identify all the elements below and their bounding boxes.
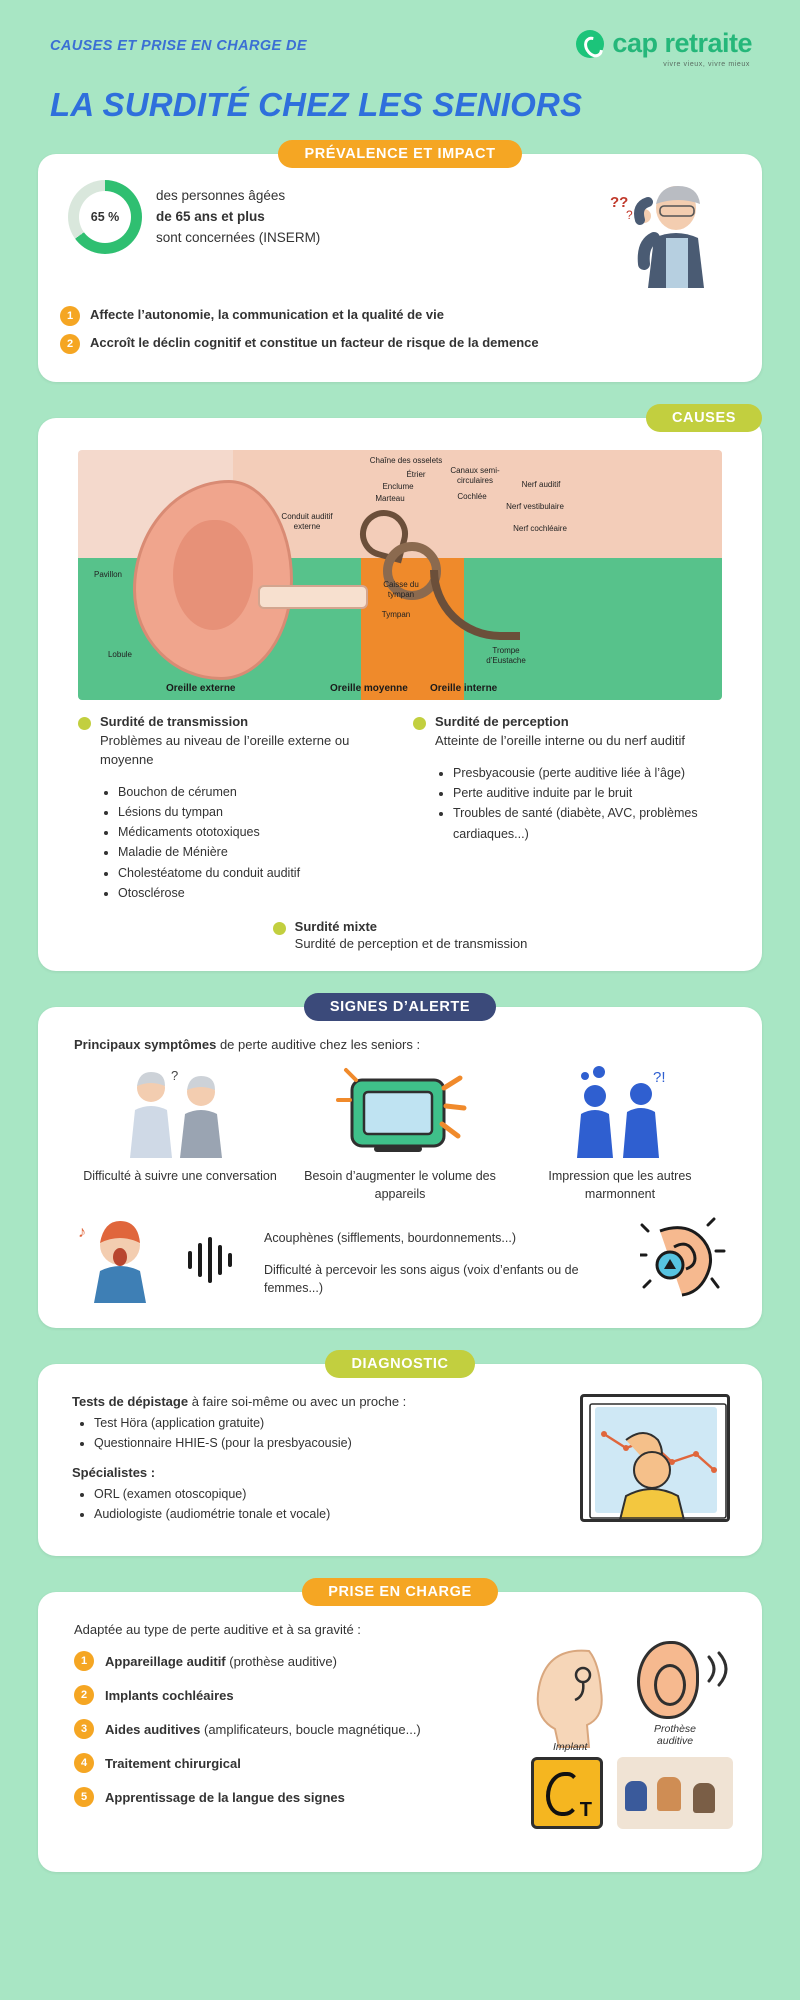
signe-item (518, 1066, 723, 1203)
ear-canal-icon (258, 585, 368, 609)
soundwave-icon (184, 1235, 254, 1290)
diagnostic-card (38, 1364, 762, 1556)
section-causes (38, 404, 762, 971)
list-item: • Lésions du tympan (118, 802, 387, 822)
signes-lead-bold: Principaux symptômes (74, 1037, 217, 1053)
impact-text: Accroît le déclin cognitif et constitue un facteur de risque de la demence (90, 335, 539, 350)
pec-number: 5 (74, 1787, 94, 1807)
list-item: • Presbyacousie (perte auditive liée à l’âge) (453, 763, 722, 783)
pec-text (105, 1756, 241, 1771)
cap-retraite-mark-icon (576, 30, 604, 58)
label-ear-canal: Conduit auditif externe (281, 512, 333, 531)
label-vestibular-nerve: Nerf vestibulaire (506, 502, 564, 511)
tv-icon (298, 1066, 503, 1158)
pinna-inner-icon (173, 520, 253, 630)
cause-mixte (60, 919, 740, 951)
badge-causes: CAUSES (646, 404, 762, 432)
signes-lead (60, 1033, 740, 1052)
signe-caption: Difficulté à suivre une conversation (83, 1169, 277, 1184)
impact-item (60, 334, 740, 354)
section-prise-en-charge (38, 1578, 762, 1872)
logo-wordmark: cap retraite (612, 28, 752, 58)
list-item: • Audiologiste (audiométrie tonale et vocale) (94, 1504, 564, 1524)
cause-subtitle: Surdité de perception et de transmission (294, 936, 528, 952)
section-signes (38, 993, 762, 1328)
pec-text-rest: (prothèse auditive) (225, 1653, 337, 1669)
badge-signes: SIGNES D’ALERTE (304, 993, 496, 1021)
pec-text-bold: Aides auditives (105, 1721, 201, 1737)
prise-en-charge-card (38, 1592, 762, 1872)
t-coil-sign-icon (531, 1757, 603, 1829)
cause-heading (78, 714, 387, 730)
pec-number: 2 (74, 1685, 94, 1705)
pec-item (74, 1685, 515, 1705)
pec-item (74, 1787, 515, 1807)
tests-heading (72, 1394, 564, 1409)
pec-item (74, 1753, 515, 1773)
two-seniors-icon (78, 1066, 283, 1158)
label-auditory-nerve: Nerf auditif (521, 480, 561, 489)
section-diagnostic (38, 1350, 762, 1556)
logo-tagline: vivre vieux, vivre mieux (663, 61, 750, 68)
pec-text (105, 1722, 421, 1737)
cause-mixte-inner (273, 919, 528, 951)
label-stapes: Étrier (406, 470, 426, 479)
badge-prise-en-charge: PRISE EN CHARGE (302, 1578, 498, 1606)
list-item: • ORL (examen otoscopique) (94, 1484, 564, 1504)
prevalence-lead (156, 180, 320, 249)
prevalence-lead-line3: sont concernées (INSERM) (156, 229, 321, 245)
bullet-dot-icon (273, 922, 286, 935)
cause-column-perception (413, 714, 722, 903)
tests-list (94, 1413, 564, 1453)
woman-singing-icon (74, 1217, 174, 1308)
label-incus: Enclume (382, 482, 414, 491)
figure-icon (657, 1777, 681, 1811)
pec-text-bold: Traitement chirurgical (105, 1755, 241, 1771)
donut-value: 65 % (79, 191, 131, 243)
specialists-heading: Spécialistes : (72, 1465, 156, 1481)
page-header (38, 0, 762, 68)
badge-prevalence: PRÉVALENCE ET IMPACT (278, 140, 521, 168)
signes-row-2 (60, 1203, 740, 1308)
cause-title: Surdité de transmission (100, 714, 249, 729)
pec-text (105, 1654, 337, 1669)
cause-bullets (453, 763, 722, 844)
signes-card (38, 1007, 762, 1328)
list-item: • Maladie de Ménière (118, 842, 387, 862)
cochlear-implant-icon (525, 1641, 625, 1749)
signe-caption-acouphenes: Acouphènes (sifflements, bourdonnements...) (264, 1230, 516, 1245)
pec-text (105, 1688, 234, 1703)
hearing-aid-ear-icon (637, 1641, 699, 1719)
signe-caption: Impression que les autres marmonnent (548, 1169, 692, 1201)
label-tympanic-cavity: Caisse du tympan (383, 580, 419, 599)
label-lobule: Lobule (107, 650, 133, 659)
pec-number: 1 (74, 1651, 94, 1671)
label-semicircular-canals: Canaux semi-circulaires (450, 466, 500, 485)
list-item: • Bouchon de cérumen (118, 782, 387, 802)
list-item: • Troubles de santé (diabète, AVC, problèmes cardiaques...) (453, 803, 722, 844)
svg-text:♪: ♪ (78, 1224, 86, 1242)
signe-item (78, 1066, 283, 1203)
signe-caption-sons-aigus: Difficulté à percevoir les sons aigus (voix d’enfants ou de femmes...) (264, 1262, 579, 1295)
impact-text: Affecte l’autonomie, la communication et la qualité de vie (90, 307, 444, 322)
label-ossicles: Chaîne des osselets (369, 456, 443, 465)
prevalence-card (38, 154, 762, 382)
caption-prothese: Prothèse auditive (653, 1723, 697, 1748)
prevalence-lead-line1: des personnes âgées (156, 188, 286, 203)
tinnitus-ear-icon (640, 1217, 726, 1308)
pec-text-bold: Apprentissage de la langue des signes (105, 1789, 345, 1805)
bullet-dot-icon (413, 717, 426, 730)
page-title: LA SURDITÉ CHEZ LES SENIORS (50, 86, 583, 123)
cause-subtitle: Atteinte de l’oreille interne ou du nerf auditif (435, 733, 686, 748)
badge-diagnostic: DIAGNOSTIC (325, 1350, 474, 1378)
cause-column-transmission (78, 714, 387, 903)
list-item: • Cholestéatome du conduit auditif (118, 863, 387, 883)
signe-caption: Besoin d’augmenter le volume des appareils (304, 1169, 496, 1201)
causes-card (38, 418, 762, 971)
list-item: • Médicaments ototoxiques (118, 822, 387, 842)
prevalence-donut-chart (68, 180, 142, 254)
pec-number: 3 (74, 1719, 94, 1739)
signes-row-1 (60, 1066, 740, 1203)
pec-number: 4 (74, 1753, 94, 1773)
label-malleus: Marteau (375, 494, 405, 503)
pec-text-bold: Appareillage auditif (105, 1653, 226, 1669)
impact-number: 2 (60, 334, 80, 354)
diagnostic-text (72, 1394, 564, 1536)
audiogram-illustration-icon (580, 1394, 730, 1522)
list-item: • Questionnaire HHIE-S (pour la presbyacousie) (94, 1433, 564, 1453)
prevalence-impact-list (60, 306, 740, 354)
prevalence-lead-line2: de 65 ans et plus (156, 208, 265, 224)
list-item: • Perte auditive induite par le bruit (453, 783, 722, 803)
cause-title: Surdité mixte (294, 919, 378, 935)
zone-label-internal: Oreille interne (430, 683, 498, 694)
pec-item (74, 1719, 515, 1739)
svg-text:?: ? (171, 1068, 179, 1084)
cause-title: Surdité de perception (435, 714, 569, 729)
caption-implant: Implant (553, 1741, 588, 1754)
svg-text:?!: ?! (653, 1069, 666, 1087)
label-cochlea: Cochlée (457, 492, 487, 501)
pec-lead: Adaptée au type de perte auditive et à sa gravité : (74, 1622, 361, 1638)
label-cochlear-nerve: Nerf cochléaire (513, 524, 567, 533)
logo-row (576, 28, 752, 59)
impact-item (60, 306, 740, 326)
sound-lines-icon (701, 1649, 741, 1689)
signe-item (298, 1066, 503, 1203)
cause-heading (413, 714, 722, 730)
ear-anatomy-diagram (78, 450, 722, 700)
tests-heading-rest: à faire soi-même ou avec un proche : (188, 1394, 407, 1410)
pec-illustrations (525, 1637, 740, 1852)
label-eardrum: Tympan (381, 610, 411, 619)
pec-text-bold: Implants cochléaires (105, 1687, 234, 1703)
two-people-icon (518, 1066, 723, 1158)
tests-heading-bold: Tests de dépistage (72, 1394, 189, 1410)
impact-number: 1 (60, 306, 80, 326)
pec-text-rest: (amplificateurs, boucle magnétique...) (200, 1721, 421, 1737)
cause-bullets (118, 782, 387, 904)
brand-logo (576, 28, 752, 68)
question-mark-small-icon: ? (626, 208, 633, 222)
pec-list (60, 1637, 515, 1852)
pec-item (74, 1651, 515, 1671)
specialists-list (94, 1484, 564, 1524)
label-pinna: Pavillon (93, 570, 122, 579)
ear-hook-icon (546, 1772, 580, 1816)
bullet-dot-icon (78, 717, 91, 730)
zone-label-external: Oreille externe (166, 683, 236, 694)
causes-columns (60, 714, 740, 903)
prevalence-top (60, 180, 740, 290)
question-marks-icon: ?? (610, 194, 629, 211)
diagnostic-wrap (60, 1390, 740, 1536)
section-prevalence (38, 140, 762, 382)
label-eustachian-tube: Trompe d’Eustache (486, 646, 526, 665)
cause-subtitle: Problèmes au niveau de l’oreille externe ou moyenne (100, 733, 350, 767)
figure-icon (693, 1783, 715, 1813)
signes-lead-rest: de perte auditive chez les seniors : (216, 1037, 421, 1053)
sign-language-class-icon (617, 1757, 733, 1829)
senior-illustration (610, 180, 730, 290)
page-kicker: CAUSES ET PRISE EN CHARGE DE (50, 38, 307, 54)
t-letter: T (579, 1799, 592, 1822)
list-item: • Otosclérose (118, 883, 387, 903)
pec-body (60, 1637, 740, 1852)
zone-label-middle: Oreille moyenne (330, 683, 408, 694)
pec-text (105, 1790, 345, 1805)
figure-icon (625, 1781, 647, 1811)
list-item: • Test Höra (application gratuite) (94, 1413, 564, 1433)
